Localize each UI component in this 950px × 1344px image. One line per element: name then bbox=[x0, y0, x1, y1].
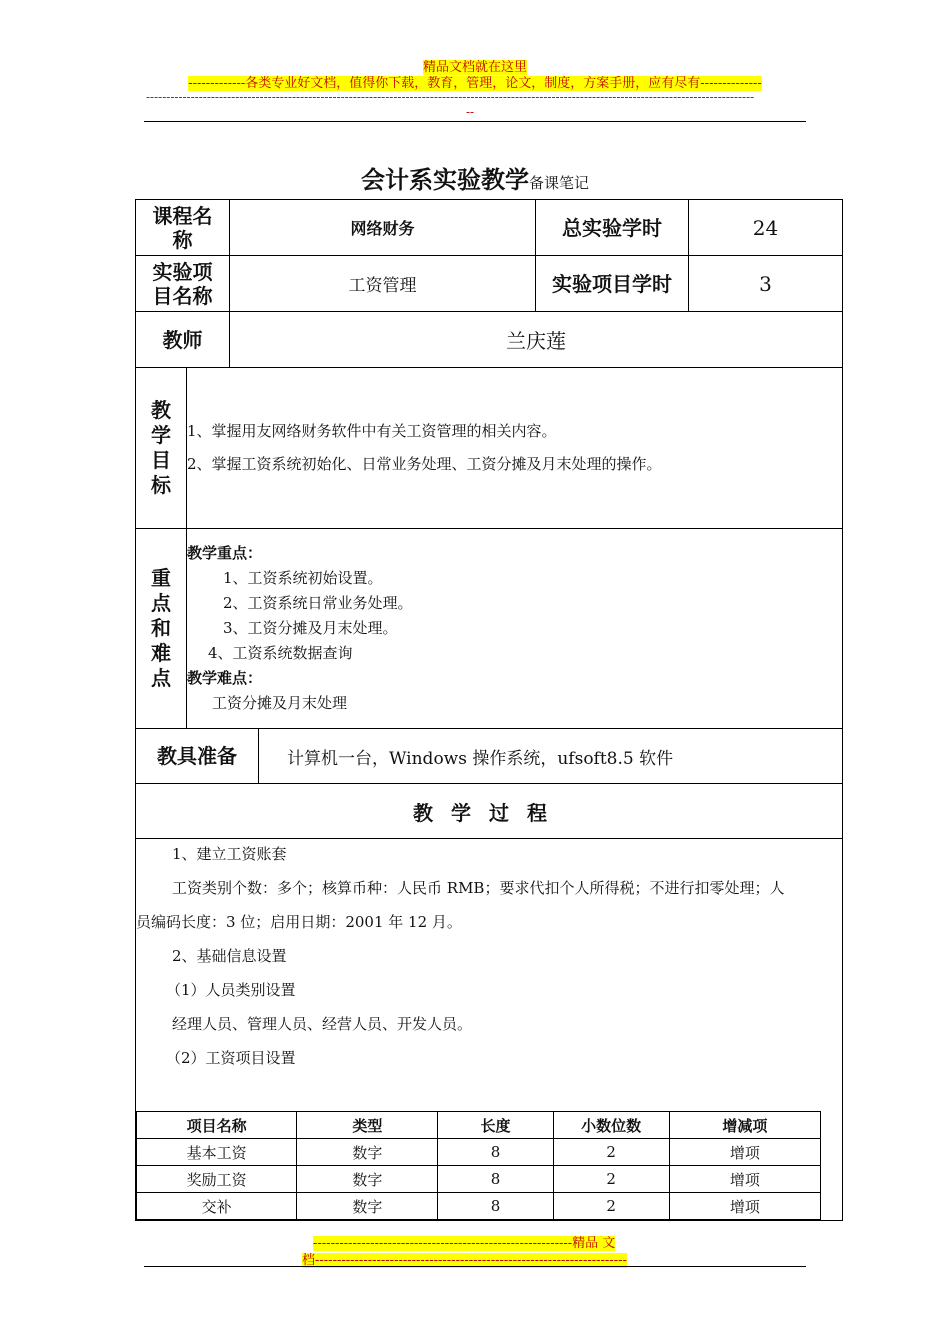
process-line: 2、基础信息设置 bbox=[172, 947, 287, 965]
table-cell: 数字 bbox=[297, 1166, 438, 1193]
key-heading: 教学重点： bbox=[187, 544, 263, 562]
course-row bbox=[136, 200, 843, 256]
key-item: 4、工资系统数据查询 bbox=[208, 644, 353, 662]
table-cell: 基本工资 bbox=[137, 1139, 297, 1166]
key-item: 2、工资系统日常业务处理。 bbox=[223, 594, 413, 612]
document-title-suffix: 备课笔记 bbox=[528, 174, 589, 192]
table-cell: 交补 bbox=[137, 1193, 297, 1220]
difficult-heading: 教学难点： bbox=[187, 669, 263, 687]
course-label: 课程名称 bbox=[136, 200, 230, 256]
process-title-row bbox=[136, 784, 843, 839]
lesson-plan-table bbox=[135, 199, 843, 1221]
table-cell: 增项 bbox=[669, 1193, 820, 1220]
total-hours-value: 24 bbox=[689, 200, 843, 256]
table-row bbox=[137, 1166, 821, 1193]
header-dash-tail: -- bbox=[466, 105, 475, 119]
table-cell: 8 bbox=[438, 1193, 553, 1220]
header-dash-line: ------------------------------------------------------------------------------------------------------------------------------------------------------ bbox=[146, 90, 755, 104]
objectives-label: 教学目标 bbox=[136, 368, 187, 529]
table-header: 项目名称 bbox=[137, 1112, 297, 1139]
table-cell: 8 bbox=[438, 1139, 553, 1166]
project-row bbox=[136, 256, 843, 312]
tools-label: 教具准备 bbox=[136, 729, 259, 784]
table-cell: 增项 bbox=[669, 1166, 820, 1193]
project-hours-label: 实验项目学时 bbox=[536, 256, 689, 312]
process-line: 1、建立工资账套 bbox=[172, 845, 287, 863]
footer-line-2: 档----------------------------------------------------------------------- bbox=[302, 1253, 627, 1268]
table-cell: 2 bbox=[553, 1166, 669, 1193]
table-header: 小数位数 bbox=[553, 1112, 669, 1139]
teacher-row bbox=[136, 312, 843, 368]
header-subtitle: -------------各类专业好文档，值得你下载，教育，管理，论文，制度，方案手册，应有尽有-------------- bbox=[188, 76, 762, 91]
table-cell: 8 bbox=[438, 1166, 553, 1193]
table-header: 类型 bbox=[297, 1112, 438, 1139]
footer-line-1: -----------------------------------------------------------精品 文 bbox=[313, 1236, 616, 1251]
table-row bbox=[137, 1139, 821, 1166]
table-cell: 数字 bbox=[297, 1139, 438, 1166]
teacher-value: 兰庆莲 bbox=[230, 312, 843, 368]
key-item: 1、工资系统初始设置。 bbox=[223, 569, 383, 587]
course-value: 网络财务 bbox=[230, 200, 536, 256]
table-header: 增减项 bbox=[669, 1112, 820, 1139]
total-hours-label: 总实验学时 bbox=[536, 200, 689, 256]
process-line: （2）工资项目设置 bbox=[166, 1049, 296, 1067]
header-rule bbox=[144, 121, 806, 122]
project-hours-value: 3 bbox=[689, 256, 843, 312]
table-cell: 增项 bbox=[669, 1139, 820, 1166]
key-points-content bbox=[187, 529, 843, 729]
key-points-label: 重点和难点 bbox=[136, 529, 187, 729]
process-line: 经理人员、管理人员、经营人员、开发人员。 bbox=[172, 1015, 473, 1033]
project-label: 实验项目名称 bbox=[136, 256, 230, 312]
objectives-row bbox=[136, 368, 843, 529]
objective-item: 2、掌握工资系统初始化、日常业务处理、工资分摊及月末处理的操作。 bbox=[187, 455, 662, 473]
table-row bbox=[137, 1193, 821, 1220]
header-title: 精品文档就在这里 bbox=[422, 60, 527, 75]
document-title bbox=[0, 160, 950, 195]
process-line: 工资类别个数：多个；核算币种：人民币 RMB；要求代扣个人所得税；不进行扣零处理；人 bbox=[172, 879, 785, 897]
tools-row bbox=[136, 729, 843, 784]
table-cell: 奖励工资 bbox=[137, 1166, 297, 1193]
objective-item: 1、掌握用友网络财务软件中有关工资管理的相关内容。 bbox=[187, 422, 557, 440]
process-line: 员编码长度：3 位；启用日期：2001 年 12 月。 bbox=[136, 913, 462, 931]
process-content-row bbox=[136, 839, 843, 1221]
tools-value: 计算机一台，Windows 操作系统，ufsoft8.5 软件 bbox=[259, 729, 843, 784]
table-cell: 2 bbox=[553, 1139, 669, 1166]
key-points-row bbox=[136, 529, 843, 729]
process-title: 教学过程 bbox=[136, 784, 843, 839]
teacher-label: 教师 bbox=[136, 312, 230, 368]
objectives-content bbox=[187, 368, 843, 529]
table-cell: 数字 bbox=[297, 1193, 438, 1220]
footer-rule bbox=[144, 1266, 806, 1267]
process-line: （1）人员类别设置 bbox=[166, 981, 296, 999]
key-item: 3、工资分摊及月末处理。 bbox=[223, 619, 398, 637]
document-title-main: 会计系实验教学 bbox=[360, 166, 529, 194]
table-header: 长度 bbox=[438, 1112, 553, 1139]
process-content bbox=[136, 839, 843, 1221]
table-cell: 2 bbox=[553, 1193, 669, 1220]
project-value: 工资管理 bbox=[230, 256, 536, 312]
salary-items-table bbox=[136, 1111, 821, 1220]
table-header-row bbox=[137, 1112, 821, 1139]
difficult-text: 工资分摊及月末处理 bbox=[212, 694, 348, 712]
